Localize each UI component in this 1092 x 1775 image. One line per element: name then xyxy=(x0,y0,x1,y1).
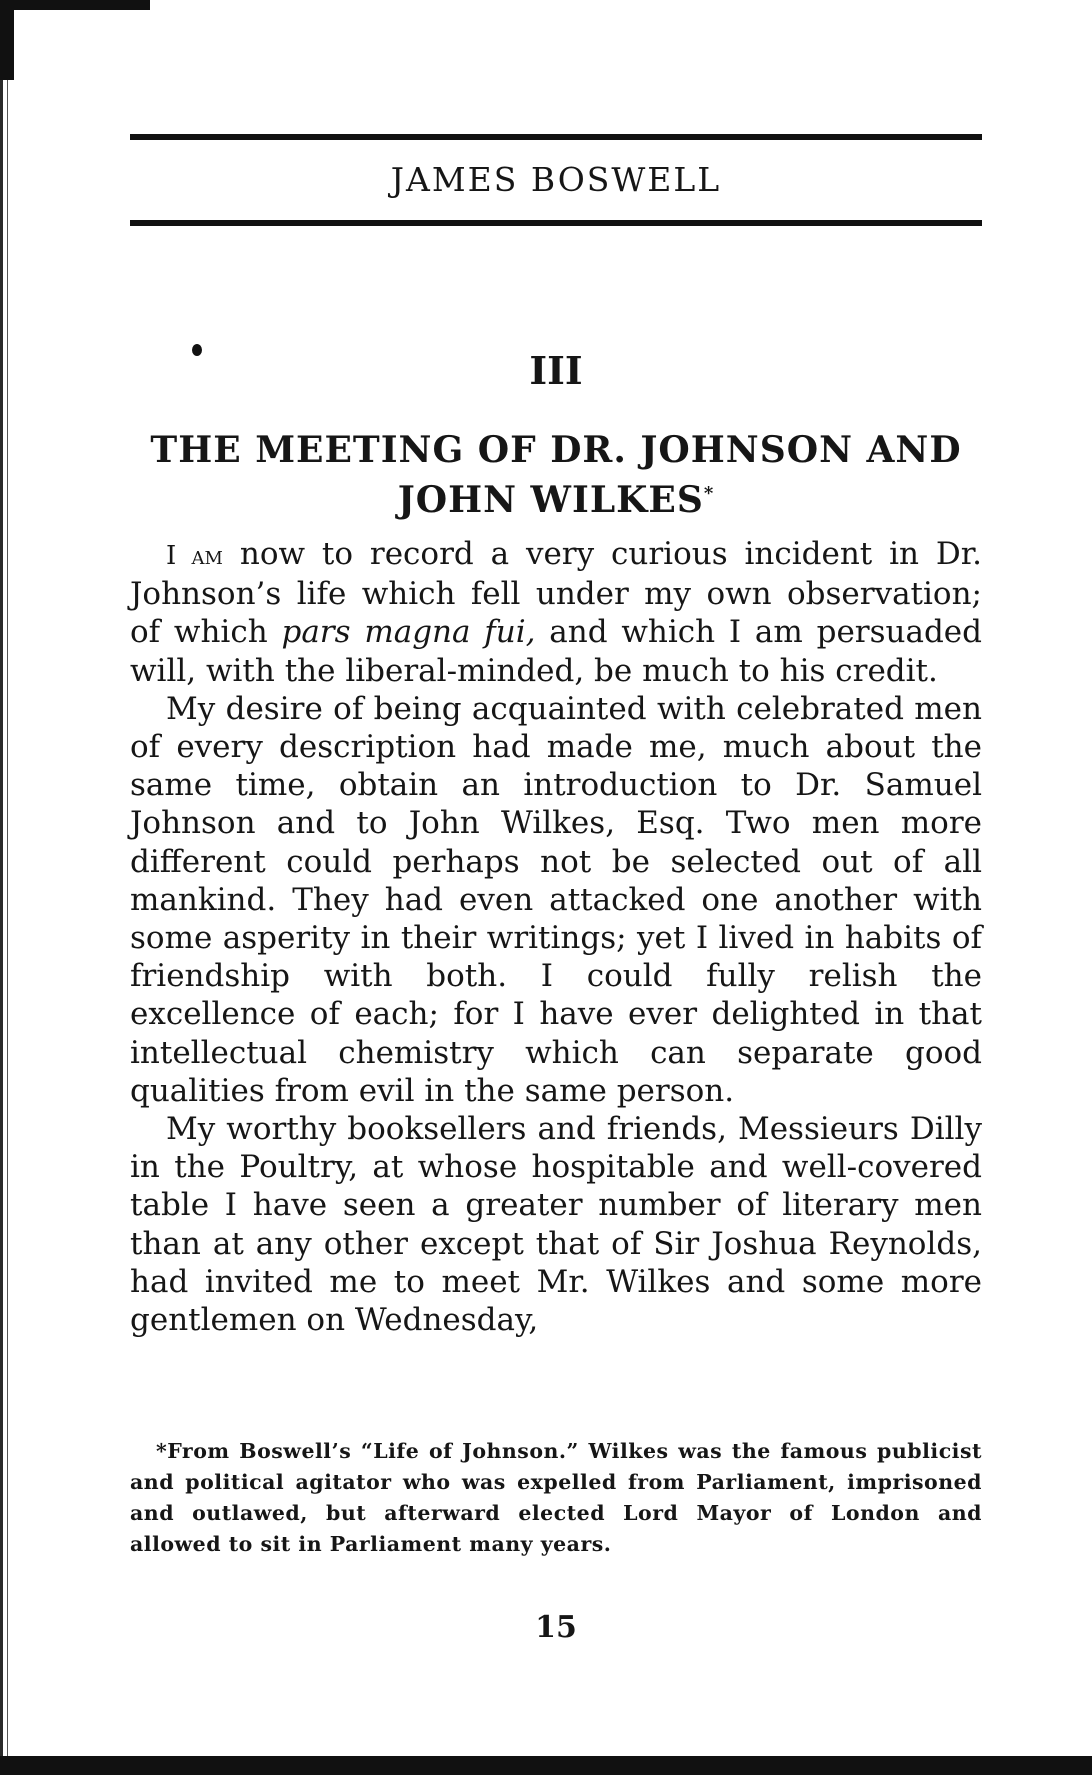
latin-phrase: pars magna fui, xyxy=(281,614,536,651)
body-text xyxy=(130,535,982,1339)
scan-corner-mark xyxy=(0,0,150,10)
scan-corner-mark-vertical xyxy=(0,0,14,80)
header-rule-bottom xyxy=(130,220,982,226)
header-rule-top xyxy=(130,134,982,140)
scan-bottom-edge xyxy=(0,1756,1092,1775)
paragraph-1 xyxy=(130,535,982,690)
chapter-title xyxy=(150,428,962,522)
paragraph-1-text: now to record a very curious incident in Dr. Johnson’s life which fell under my own observation; of which xyxy=(130,536,982,651)
page-number: 15 xyxy=(535,1610,577,1645)
footnote: *From Boswell’s “Life of Johnson.” Wilkes was the famous publicist and political agitator who was expelled from Parliament, imprisoned and outlawed, but afterward elected Lord Mayor of London and allowed to sit in Parliament many years. xyxy=(130,1439,982,1556)
footnote-marker: * xyxy=(703,483,715,504)
paragraph-2: My desire of being acquainted with celebrated men of every description had made me, much about the same time, obtain an introduction to Dr. Samuel Johnson and to John Wilkes, Esq. Two men more different could perhaps not be selected out of all mankind. They had even attacked one another with some asperity in their writings; yet I lived in habits of friendship with both. I could fully relish the excellence of each; for I have ever delighted in that intellectual chemistry which can separate good qualities from evil in the same person. xyxy=(130,690,982,1109)
paragraph-3: My worthy booksellers and friends, Messieurs Dilly in the Poultry, at whose hospitable and well-covered table I have seen a greater number of literary men than at any other except that of Sir Joshua Reynolds, had invited me to meet Mr. Wilkes and some more gentlemen on Wednesday, xyxy=(130,1111,982,1339)
chapter-title-text: THE MEETING OF DR. JOHNSON AND JOHN WILKES xyxy=(150,429,962,521)
opening-words: I am xyxy=(166,541,223,571)
scan-binding-edge xyxy=(0,0,14,1775)
running-head: JAMES BOSWELL xyxy=(390,160,722,199)
chapter-number: III xyxy=(529,348,583,393)
paragraph-1-text-end: and which I am persuaded will, with the liberal-minded, be much to his credit. xyxy=(130,614,982,689)
